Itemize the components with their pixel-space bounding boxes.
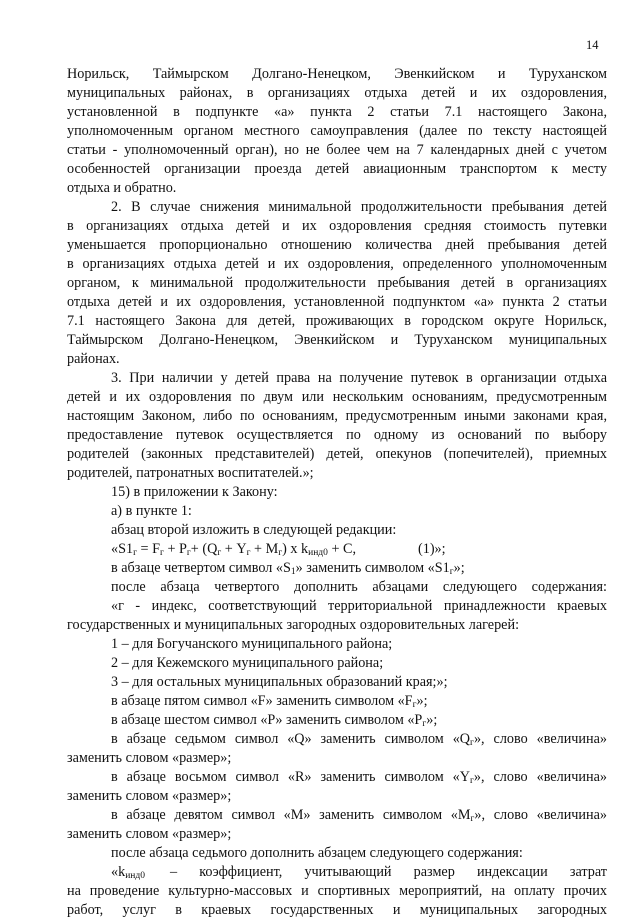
text-line: родителей, патронатных воспитателей.»; <box>67 465 314 481</box>
text-line: работ, услуг в краевых государственных и муниципальных загородных <box>67 902 607 918</box>
text-line: отдыха и обратно. <box>67 180 177 196</box>
text-line: уменьшается пропорционально отношению количества дней пребывания детей <box>67 237 607 253</box>
text-line: 15) в приложении к Закону: <box>111 484 278 500</box>
formula-line: «$S1_г = F_г + P_г+ (Q_г + Y_г + M_г)$ x $k_{инд0} + C$, <box>111 541 356 558</box>
page-number: 14 <box>586 38 599 52</box>
text-line: настоящим Законом, либо по основаниям, предусмотренным иными законами края, <box>67 408 607 424</box>
text-line: 2. В случае снижения минимальной продолжительности пребывания детей <box>111 199 607 215</box>
text-line: Норильск, Таймырском Долгано-Ненецком, Эвенкийском и Туруханском <box>67 66 607 82</box>
text-line: абзац второй изложить в следующей редакции: <box>111 522 397 538</box>
text-line: органом, к минимальной продолжительности пребывания детей в организациях <box>67 275 607 291</box>
text-line: Таймырском Долгано-Ненецком, Эвенкийском и Туруханском муниципальных <box>67 332 607 348</box>
text-line: особенностей организации проезда детей авиационным транспортом к месту <box>67 161 607 177</box>
text-line: в абзаце шестом символ «P» заменить символом «$P_г$»; <box>111 712 438 729</box>
text-line: муниципальных районах, в организациях отдыха детей и их оздоровления, <box>67 85 607 101</box>
text-line: детей и их оздоровления по двум или нескольким основаниям, предусмотренным <box>67 389 607 405</box>
text-line: уполномоченным органом местного самоуправления (далее по тексту настоящей <box>67 123 607 139</box>
text-line: предоставление путевок осуществляется по одному из оснований по выбору <box>67 427 607 443</box>
text-line: в абзаце пятом символ «F» заменить символом «$F_г$»; <box>111 693 428 710</box>
text-line: заменить словом «размер»; <box>67 788 232 804</box>
text-line: государственных и муниципальных загородных оздоровительных лагерей: <box>67 617 520 633</box>
text-line: 1 – для Богучанского муниципального района; <box>111 636 393 652</box>
text-line: «$k_{инд0}$ <box>111 864 145 881</box>
text-line: родителей (законных представителей) детей, опекунов (попечителей), приемных <box>67 446 607 462</box>
text-line: в абзаце восьмом символ «R» заменить символом «$Y_г$», слово «величина» <box>111 769 607 786</box>
text-line: 7.1 настоящего Закона для детей, проживающих в городском округе Норильск, <box>67 313 607 329</box>
text-line: а) в пункте 1: <box>111 503 192 519</box>
text-line: – коэффициент, учитывающий размер индексации затрат <box>170 864 607 880</box>
text-line: «г - индекс, соответствующий территориальной принадлежности краевых <box>111 598 607 614</box>
text-line: в абзаце девятом символ «M» заменить символом «$M_г$», слово «величина» <box>111 807 607 824</box>
text-line: на проведение культурно-массовых и спортивных мероприятий, на оплату прочих <box>67 883 607 899</box>
text-line: заменить словом «размер»; <box>67 750 232 766</box>
text-line: 3. При наличии у детей права на получение путевок в организации отдыха <box>111 370 607 386</box>
text-line: 3 – для остальных муниципальных образований края;»; <box>111 674 448 690</box>
text-line: в организациях отдыха детей и их оздоровления, определенного уполномоченным <box>67 256 607 272</box>
text-line: статьи - уполномоченный орган), но не более чем на 7 календарных дней с учетом <box>67 142 607 158</box>
text-line: районах. <box>67 351 120 367</box>
text-line: в абзаце четвертом символ «$S_1$» заменить символом «$S1_г$»; <box>111 560 465 577</box>
text-line: в абзаце седьмом символ «Q» заменить символом «$Q_г$», слово «величина» <box>111 731 607 748</box>
text-line: после абзаца четвертого дополнить абзацами следующего содержания: <box>111 579 607 595</box>
text-line: отдыха детей и их оздоровления, установленной подпунктом «а» пункта 2 статьи <box>67 294 607 310</box>
text-line: 2 – для Кежемского муниципального района; <box>111 655 384 671</box>
text-line: заменить словом «размер»; <box>67 826 232 842</box>
text-line: в организациях отдыха детей и их оздоровления средняя стоимость путевки <box>67 218 607 234</box>
formula-number: (1)»; <box>418 541 446 557</box>
text-line: установленной в подпункте «а» пункта 2 статьи 7.1 настоящего Закона, <box>67 104 607 120</box>
text-line: после абзаца седьмого дополнить абзацем следующего содержания: <box>111 845 523 861</box>
